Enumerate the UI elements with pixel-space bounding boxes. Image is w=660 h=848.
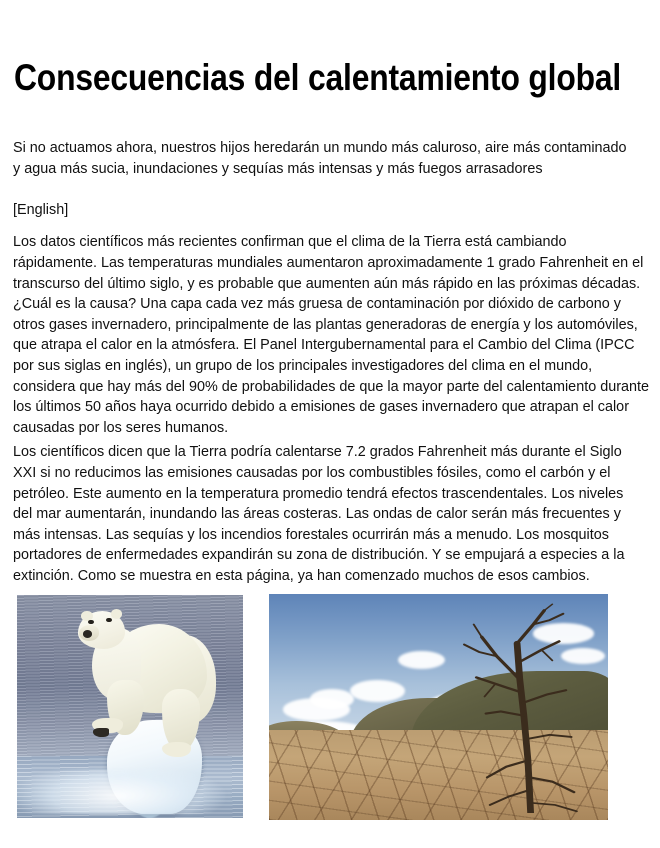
drought-photo [269,594,608,820]
polar-bear-hind-paw [162,742,191,756]
paragraph-two: Los científicos dicen que la Tierra podría calentarse 7.2 grados Fahrenheit más durante el Siglo XXI si no reducimos las emisiones causadas por los combustibles fósiles, como el carbón y el petróleo. Este aumento en la temperatura promedio tendrá efectos trascendentales. Los niveles del mar aumentarán, inundando las áreas costeras. Las ondas de calor serán más frecuentes y más intensas. Las sequías y los incendios forestales ocurrirán más a menudo. Los mosquitos portadores de enfermedades expandirán su zona de distribución. Y se empujará a especies a la extinción. Como se muestra en esta página, ya han comenzado muchos de esos cambios. [13,444,625,584]
polar-bear-image [17,595,243,818]
intro-paragraph: Si no actuamos ahora, nuestros hijos heredarán un mundo más caluroso, aire más contaminado y agua más sucia, inundaciones y sequías más intensas y más fuegos arrasadores [13,140,627,177]
page-title: Consecuencias del calentamiento global [14,57,622,98]
polar-bear-ear-right [111,609,122,619]
paragraph-one: Los datos científicos más recientes confirman que el clima de la Tierra está cambiando rápidamente. Las temperaturas mundiales aumentaron aproximadamente 1 grado Fahrenheit en el transcurso del último siglo, y es probable que aumenten aún más rápido en las próximas décadas. ¿Cuál es la causa? Una capa cada vez más gruesa de contaminación por dióxido de carbono y otros gases invernadero, principalmente de las plantas generadoras de energía y los automóviles, que atrapa el calor en la atmósfera. El Panel Intergubernamental para el Cambio del Clima (IPCC por sus siglas en inglés), un grupo de los principales investigadores del clima en el mundo, considera que hay más del 90% de probabilidades de que la mayor parte del calentamiento durante los últimos 50 años haya ocurrido debido a emisiones de gases invernadero que atrapan el calor causadas por los seres humanos. [13,234,649,436]
dead-tree [452,601,588,813]
language-link[interactable]: [English] [13,202,69,219]
polar-bear-nose [83,630,92,638]
drought-image [269,594,608,820]
polar-bear-photo [17,595,243,818]
figure-row [0,594,660,822]
polar-bear-claws [93,728,109,737]
cloud [350,680,404,703]
polar-bear-eye-right [106,618,111,622]
cloud [310,689,354,709]
sea-slush [17,769,243,814]
cloud [398,651,445,669]
